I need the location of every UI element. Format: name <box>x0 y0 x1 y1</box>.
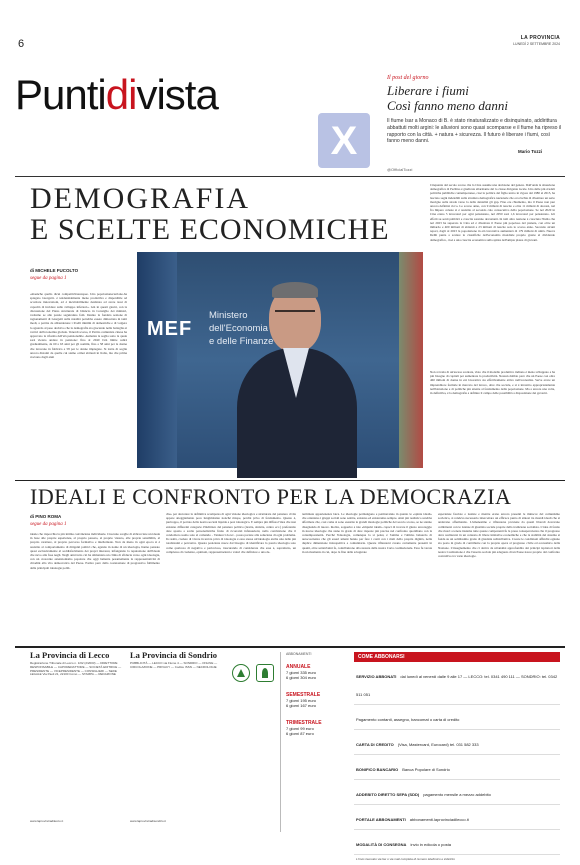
photo-person-hair <box>272 282 318 298</box>
footer-sondrio-title: La Provincia di Sondrio <box>130 650 217 660</box>
fsc-logo-icon <box>256 664 274 682</box>
rule-middle <box>15 480 565 481</box>
how-row: BONIFICO BANCARIO Banca Popolare di Sondrio <box>354 755 560 780</box>
plan-row: 6 giorni 167 euro <box>286 703 317 708</box>
photo-caption-1: Ministero <box>209 310 248 321</box>
how-row: SERVIZIO ABBONATI dal lunedì al venerdì dalle 9 alle 17 — LECCO: tel. 0341 490 111 — SONDRIO: tel. 0342 511 051 <box>354 662 560 705</box>
footer-sondrio-info: PUBBLICITÀ — LECCO via Fiume 4 — SONDRIO — ONLINE — CIRCOLAZIONE — PRIVACY — Codice ISSN — NECROLOGIE <box>130 661 218 669</box>
section-title-c: vista <box>136 71 218 118</box>
photo-caption-3: e delle Finanze <box>209 336 274 347</box>
page-number: 6 <box>18 38 25 50</box>
photo-flag-it <box>399 252 423 468</box>
plan-annual <box>286 664 350 680</box>
x-logo-glyph: X <box>330 118 358 163</box>
post-headline-1: Liberare i fiumi <box>387 83 469 98</box>
plan-group: SEMESTRALE <box>286 692 321 698</box>
abb-label: ABBONAMENTI <box>286 652 312 656</box>
article1-follow: segue da pagina 1 <box>30 276 67 281</box>
photo-logo: MEF <box>147 318 193 340</box>
how-row: ADDEBITO DIRETTO SEPA (SDD) pagamento mensile a mezzo addebito <box>354 780 560 805</box>
plan-quarter <box>286 720 350 736</box>
article1-col1: «maanche quello dicui compettivitàeuropee. Una popolazionecarriano-ha spiegato Giorgetti- è tendenzialmente meno produttiva e disponibile ad accettare innovazioni, ed è inevitabilmente destinata ad avere tassi di capacità di incidere sullo sviluppo inferiori». Già in questi giorni, con la discussione del Piano strutturale di bilancio in Consiglio dei ministri, vedremo se alle parole seguiranno fatti. Intanto la fondata sezione di ragionamenti di Giorgetti sulla natalità potrebbe essere dimostrata in tanti modi, a partire da abbandonare i livelli minimi di domestiche e di volgere lo sguardo al peso decisivo che la demografia sta giocando nella battaglia ai vertici dell'economia globale. Venerdì scorso, il Partito comunista cinese ha approvato la riforma dell'età pensionabile. Aumenta la soglia sotto la quale sarà vietato andare in pensione: fino al 2040 l'età limite salirà gradualmente, da 60 a 63 anni per gli uomini, fino a 58 anni per le donne che lavorano in fabbrica e 58 per le donne impiegate. Si tratta di soglie ancora distanti da quelle cui siamo ormai abituati in Italia, ma che prima avevano dagli anni <box>30 292 127 360</box>
rule-footer <box>15 646 565 648</box>
section-title-a: Punti <box>15 71 106 118</box>
plan-semester <box>286 692 350 708</box>
footer-lecco-url[interactable]: www.laprovinciadilecco.it <box>30 819 64 823</box>
plan-row: 7 giorni 335 euro <box>286 670 317 675</box>
how-note: L'invio riservato via fax o via mail completa di numero telefonico e indirizzo <box>356 857 455 861</box>
article2-col2: che» per decretare la definitiva scomparsa di ogni visione ideologica e strutturata del pensiero civile appare atteggiamento poco lungimirante nonché miope, perché privo di fondamento. Questo è, purtroppo, il portato della nostra società liquida e post ideologica. E sempre più diffusa l'idea che non esistano differenti categorie d'indirizzo del pensiero politico (destra, sinistra, centro ecc.) preferendo dare spazio a scelte personalistiche frutto di ricorrenti infatuazioni, nella convinzione che il condottiero uomo solo al comando - Vannucci docet - possa portare alla soluzione di ogni problema. In realtà, credere di vivere in un'era priva di ideologie è essa stessa un'ideologia anche una delle più totalizzanti e pervasive. Questa posizione nasce dal bisogno di identificare la parola ideologia solo come qualcosa di negativo e pericoloso, trascurando di considerare che essa è, soprattutto, un complesso di credenze, opinioni, rappresentazioni e valori che definisce o una de- <box>166 512 296 554</box>
article1-col3: Non si tratta di un'ascesa scontata, visto che il modello produttivo indiano è meno sviluppato e ha più bisogno di capitali per aumentare la produttività. Nessun dubbio però che un Paese con oltre 460 milioni di donne in età lavorativa sia effettivamente attivo nell'economia. Serve avere un imprenditore formale in mercato del lavoro, oltre che sociale, e si è investito appropriatamente nell'istruzione e di politiche più attente al fondamento della popolazione. Ma a ancora una volta, in definitiva, è la demografia a definire il campo delle possibilità a disposizione dei governi. <box>430 370 555 396</box>
plan-group: ANNUALE <box>286 664 311 670</box>
how-row: CARTA DI CREDITO (Visa, Mastercard, Eurocard) tel. 031 582 333 <box>354 730 560 755</box>
pefc-logo-icon <box>232 664 250 682</box>
article1-photo <box>137 252 423 468</box>
photo-person-glasses <box>275 310 315 317</box>
plan-row: 6 giorni 304 euro <box>286 675 317 680</box>
article2-col4: esperienze fasciste e naziste e mentre erano ancora presenti le minacce del comunismo sovietico, si rendeva necessario intercettare un efficace punto di sintesi tra mondi ideali che si andavano affermando. L'umanesimo e riflessione proviene da questi liberali dovevano combinarsi con le istanze di giustizia sociale proprie della tradizione socialista. L'idea di fondo che riuscì a tenere insieme tutte queste componenti fu la presa consapevolezza che il progresso deve realizzarsi in un contesto di libere iniziative economiche e che la stabilità del sistema si fonda su un solidissimo grado di giustizia redistributiva. Creare le condizioni affinché ognuno sia posto in grado di contribuire con la propria opera al progresso civile ed economico della Nazione. L'insegnamento che ci deriva da un'analisi approfondita dei principi ispiratori della nostra Costituzione è che l'assetto sociale più adeguato di un Paese nasce proprio dal confronto costruttivo tra varie ideologie. <box>438 512 560 559</box>
how-box <box>354 652 560 861</box>
article1-col2: Cinquanta del secolo scorso che la Cina assume una decisione del genere. Dall'onda la situazione demografica di Pechino è giudicata allarmante dal lo classe dirigente locale. Una delle più crudeli politiche pubbliche contemporanee, cioè la politica del figlio unico in vigore dal 1980 al 2015, ha lasciato segni indelebili sulla struttura demografica nazionale che ora rischia di diventare un serio macigno sulla strada verso la della dentalità gli gap. Fino ere chiamento, ma il Paese non può ancora definirsi ricco. Lo scorso anno, con 9 milioni di nascite e oltre 11 milioni di decessi, nel fra Impero celeste si è assistito al secondo calo consecutivo della popolazione. Se nel 2020 in Cina erano 5 lavoratori per ogni pensionato, nel 2050 sarà 1,6 lavoratori per pensionato. Gli effetti su sonti pubblici e crescita saranno devastanti. In tutti altro nazione è cresciuta l'India che nel 2023 ha superato la Cina ed è diventata il Paese più popoloso del pianeta, con oltre un miliardo e 400 milioni di abitanti e 23 milioni di nascite solo lo scorso anno. Secondo alcuni report, dagli al 2023 la popolazione in età lavorativa aumenterà di 179 milioni di unità. Nuova Delhi punta a scalare le classifiche dell'economia mondiale proprio grazie al dividendo demografico, cioè a una crescita economica sulla spinta dell'ampia platea di giovani. <box>430 183 555 242</box>
plan-row: 6 giorni 87 euro <box>286 731 314 736</box>
section-title-b: di <box>105 71 137 118</box>
article2-byline: di PINO ROMA <box>30 514 62 519</box>
photo-caption-2: dell'Economia <box>209 323 268 334</box>
photo-flag-eu <box>137 252 177 468</box>
how-row: MODALITÀ DI CONSEGNA invio in edicola o posta <box>354 830 560 855</box>
how-row: Pagamento contanti, assegno, bancomat o carta di credito <box>354 705 560 730</box>
footer-divider <box>280 652 281 832</box>
footer-sondrio-url[interactable]: www.laprovinciadisondrio.it <box>130 819 167 823</box>
plan-group: TRIMESTRALE <box>286 720 322 726</box>
x-logo-icon <box>318 113 370 168</box>
plan-row: 7 giorni 195 euro <box>286 698 317 703</box>
post-handle: @OfficialTozzi <box>387 167 413 172</box>
newspaper-name: LA PROVINCIA <box>520 35 560 41</box>
issue-date: LUNEDÌ 2 SETTEMBRE 2024 <box>513 42 560 46</box>
article1-title-1: DEMOGRAFIA <box>30 182 251 215</box>
section-title <box>15 73 218 117</box>
article2-col1: ideale che rispecchia la più intima convinzione individuale. Ciascuno sceglie di abbracciare un ideale in base alle proprie esperienze, al proprio passato, al proprio vissuto, alle proprie sensibilità, al proprio carattere, al proprio percorso formativo e intellettuale. Non da meno in ogni epoca si è assistito al comportamento di dirigenti politici che, agendo in nome di un ideologia, hanno pensato quasi esclusivamente al soddisfacimento dei propri interessi, infangando la reputazione dell'ideale che nevo aila fase negli. Negli anni tutto ciò ha alimentato un clima di sfiducia verso ogni ideologia, con un crescente astensionismo popolare che oggi lamenta pesantemente la rappresentatività di cittadini alla vita democratica del Paese. Partire però dalla costatazione di progressivo fallimento delle principali ideologie politi- <box>30 532 160 570</box>
article1-title-2: E SCELTE ECONOMICHE <box>30 213 390 246</box>
rule-top <box>15 176 565 177</box>
post-author: Mario Tozzi <box>518 149 543 154</box>
post-kicker: Il post del giorno <box>387 75 429 81</box>
article2-follow: segue da pagina 1 <box>30 522 67 527</box>
footer-lecco-title: La Provincia di Lecco <box>30 650 110 660</box>
how-header: COME ABBONARSI <box>354 652 560 662</box>
plans-list <box>286 664 350 736</box>
post-headline-2: Così fanno meno danni <box>387 98 508 113</box>
article1-byline: di MICHELE FUCOLTO <box>30 268 79 273</box>
article2-title: IDEALI E CONFRONTO PER LA DEMOCRAZIA <box>30 484 512 509</box>
how-row: PORTALE ABBONAMENTI abbonamenti.laprovinciadilecco.it <box>354 805 560 830</box>
footer-lecco-info: Registrazione Tribunale di Lecco n. 1/02 (2/2003) — DIRETTORE RESPONSABILE — CAPOREDATTORE — SOCIETÀ EDITRICE — PRESIDENTE — VICEPRESIDENTE — CONSIGLIERI — SEDE LEGALE Via Paoli 21, 22100 Como — STAMPA — REDAZIONE <box>30 661 122 677</box>
plan-row: 7 giorni 99 euro <box>286 726 314 731</box>
article2-col3: terminata appartenenza laica. Le ideologie permangono e permarranno in quanto le «spinte ideali» che orientano i gruppi sociali sono sentite, esistono ed esisteranno sempre. Anzi più realistico sarebbe affermare che, così come si sono esaurite le grandi ideologie politiche del secolo scorso, se ne stanno disegnando di nuove. Inoltre, sopperire a tale «impulsi ideali» capaci di trovare il giusto ancoraggio in nuove ideologie che siano in grado di dare risposte più precise nel confronto quotidiano con la contemporaneità. Perché l'ideologia, comunque la si pensi, è l'anima e l'ultimo baluardo di autocoscienza che gli esseri umani hanno per fare i conti con i mali della propria dignità, nella duplice dimensione introspettiva e comunitaria. Queste riflessioni creano certamente presenti in quanti, oltre settant'anni fa, contribuirono alla stesura della nostra Carta costituzionale. Essa fu varata in un momento in cui, dopo la fine delle sciagurate <box>302 512 432 554</box>
post-body: Il fiume Isar a Monaco di B. è stato rinaturalizzato e disinquinato, addirittura abbattuti molti argini: le alluvioni sono quasi scomparse e il fiume ha ripreso il rapporto con la città. + natura + sicurezza. Il futuro è liberare i fiumi, così fanno meno danni. <box>387 118 562 145</box>
